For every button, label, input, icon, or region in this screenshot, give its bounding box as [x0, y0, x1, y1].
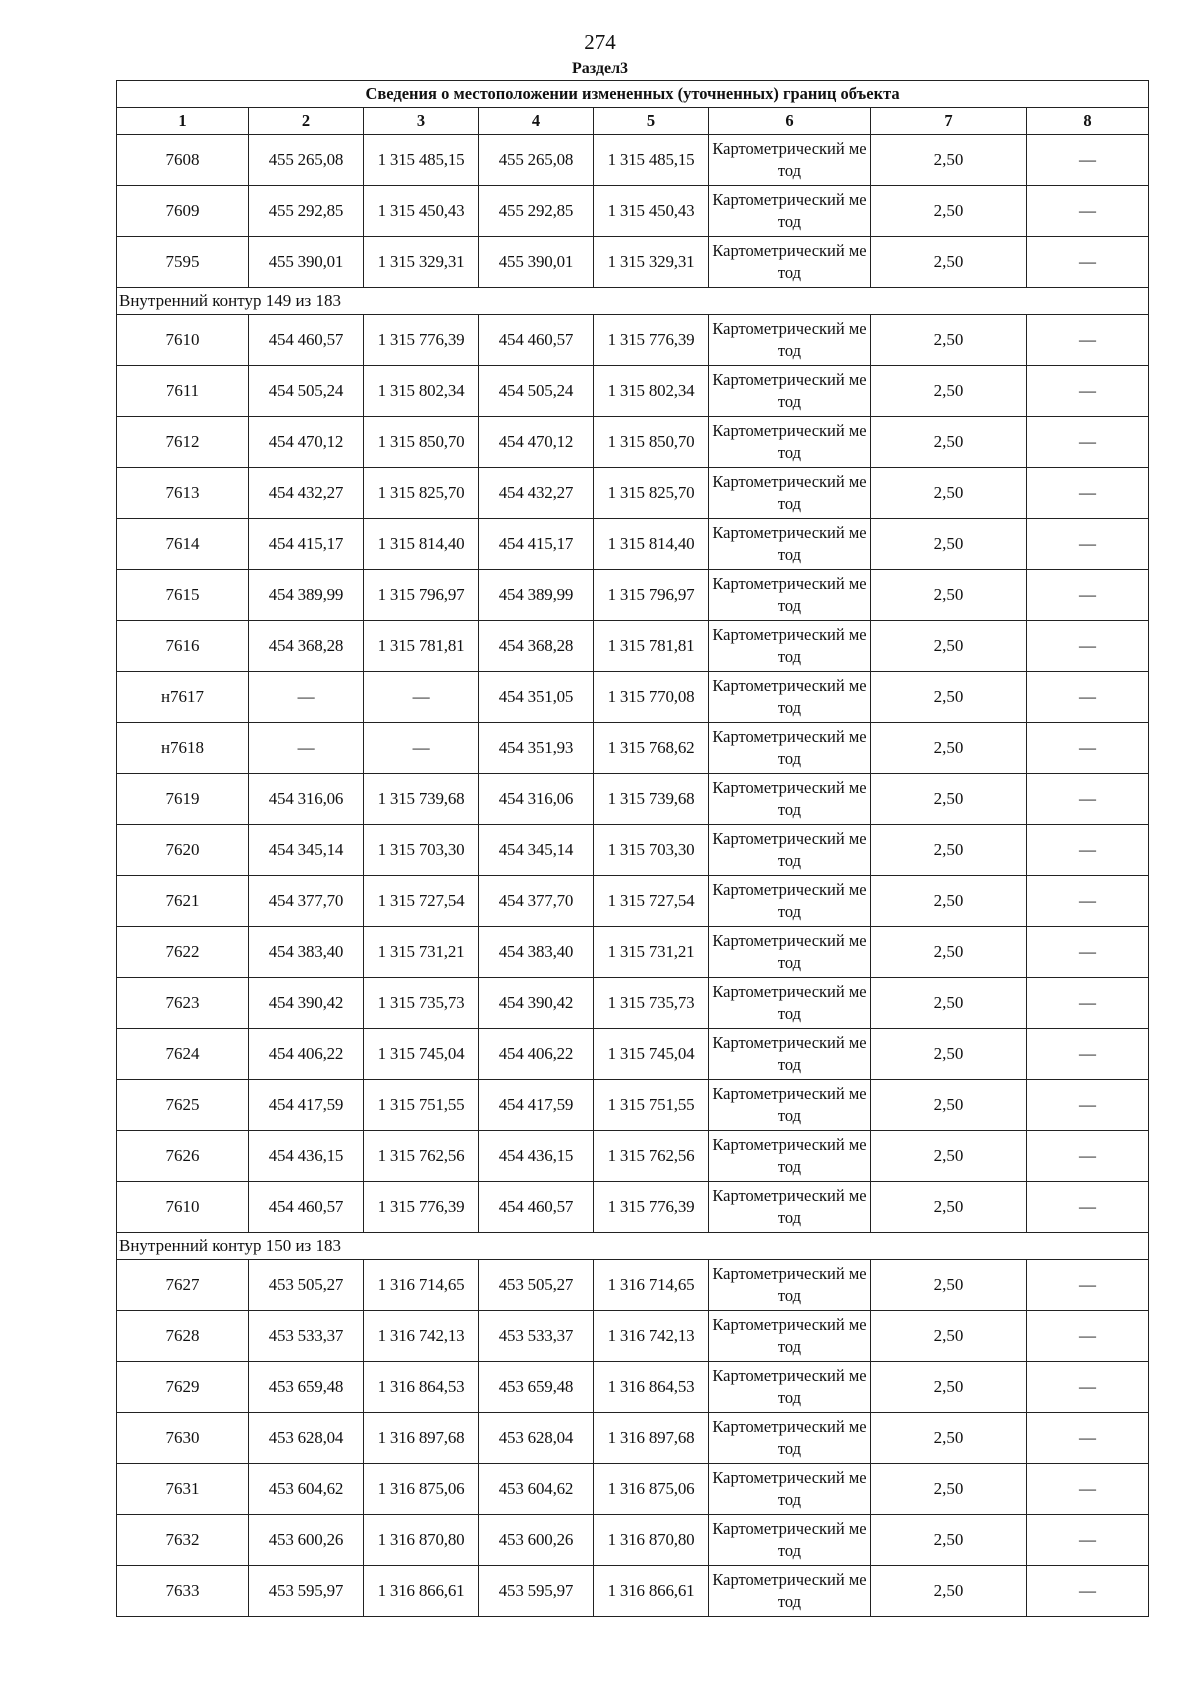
cell-method: Картометрический метод — [709, 927, 871, 978]
cell-x-existing: 454 436,15 — [249, 1131, 364, 1182]
cell-x-new: 454 351,93 — [479, 723, 594, 774]
cell-point-id: 7610 — [117, 1182, 249, 1233]
cell-method: Картометрический метод — [709, 672, 871, 723]
cell-y-existing: 1 315 781,81 — [364, 621, 479, 672]
cell-x-new: 454 390,42 — [479, 978, 594, 1029]
cell-x-existing: 454 460,57 — [249, 315, 364, 366]
cell-y-existing: 1 316 714,65 — [364, 1260, 479, 1311]
table-row — [117, 570, 1149, 621]
cell-y-existing: 1 315 814,40 — [364, 519, 479, 570]
cell-x-new: 454 432,27 — [479, 468, 594, 519]
cell-x-new: 454 351,05 — [479, 672, 594, 723]
table-row — [117, 621, 1149, 672]
table-row — [117, 315, 1149, 366]
table-row — [117, 723, 1149, 774]
cell-description: — — [1027, 1029, 1149, 1080]
cell-y-new: 1 315 485,15 — [594, 135, 709, 186]
cell-point-id: 7631 — [117, 1464, 249, 1515]
cell-y-new: 1 315 762,56 — [594, 1131, 709, 1182]
cell-accuracy: 2,50 — [871, 621, 1027, 672]
cell-accuracy: 2,50 — [871, 1131, 1027, 1182]
cell-x-new: 453 628,04 — [479, 1413, 594, 1464]
cell-y-existing: 1 316 866,61 — [364, 1566, 479, 1617]
cell-method: Картометрический метод — [709, 825, 871, 876]
cell-accuracy: 2,50 — [871, 1413, 1027, 1464]
table-row — [117, 774, 1149, 825]
cell-point-id: 7612 — [117, 417, 249, 468]
cell-x-new: 454 470,12 — [479, 417, 594, 468]
table-row — [117, 1311, 1149, 1362]
cell-x-new: 454 417,59 — [479, 1080, 594, 1131]
cell-accuracy: 2,50 — [871, 570, 1027, 621]
cell-accuracy: 2,50 — [871, 1260, 1027, 1311]
cell-x-new: 453 604,62 — [479, 1464, 594, 1515]
cell-y-existing: 1 315 703,30 — [364, 825, 479, 876]
cell-description: — — [1027, 621, 1149, 672]
cell-y-existing: 1 315 796,97 — [364, 570, 479, 621]
cell-method: Картометрический метод — [709, 468, 871, 519]
cell-y-existing: 1 316 870,80 — [364, 1515, 479, 1566]
cell-method: Картометрический метод — [709, 1029, 871, 1080]
cell-accuracy: 2,50 — [871, 417, 1027, 468]
table-row — [117, 1182, 1149, 1233]
cell-x-new: 454 460,57 — [479, 315, 594, 366]
cell-description: — — [1027, 468, 1149, 519]
cell-description: — — [1027, 825, 1149, 876]
contour-header-row — [117, 1233, 1149, 1260]
cell-method: Картометрический метод — [709, 366, 871, 417]
cell-x-existing: 454 417,59 — [249, 1080, 364, 1131]
cell-accuracy: 2,50 — [871, 1362, 1027, 1413]
cell-method: Картометрический метод — [709, 519, 871, 570]
table-row — [117, 876, 1149, 927]
cell-method: Картометрический метод — [709, 723, 871, 774]
cell-y-new: 1 315 329,31 — [594, 237, 709, 288]
table-row — [117, 237, 1149, 288]
cell-y-new: 1 315 731,21 — [594, 927, 709, 978]
cell-y-existing: 1 316 742,13 — [364, 1311, 479, 1362]
cell-method: Картометрический метод — [709, 570, 871, 621]
page-number: 274 — [584, 30, 616, 54]
table-row — [117, 519, 1149, 570]
cell-y-existing: 1 315 727,54 — [364, 876, 479, 927]
cell-accuracy: 2,50 — [871, 366, 1027, 417]
cell-x-existing: 454 406,22 — [249, 1029, 364, 1080]
cell-description: — — [1027, 366, 1149, 417]
cell-y-existing: 1 315 329,31 — [364, 237, 479, 288]
cell-accuracy: 2,50 — [871, 672, 1027, 723]
cell-y-new: 1 316 897,68 — [594, 1413, 709, 1464]
cell-description: — — [1027, 876, 1149, 927]
cell-point-id: 7629 — [117, 1362, 249, 1413]
cell-x-new: 454 377,70 — [479, 876, 594, 927]
cell-accuracy: 2,50 — [871, 519, 1027, 570]
cell-x-existing: 454 390,42 — [249, 978, 364, 1029]
table-row — [117, 1260, 1149, 1311]
cell-y-existing: 1 316 897,68 — [364, 1413, 479, 1464]
cell-method: Картометрический метод — [709, 315, 871, 366]
column-number-4: 4 — [479, 108, 594, 135]
cell-y-existing: 1 315 751,55 — [364, 1080, 479, 1131]
cell-accuracy: 2,50 — [871, 723, 1027, 774]
cell-y-new: 1 315 739,68 — [594, 774, 709, 825]
cell-y-new: 1 315 768,62 — [594, 723, 709, 774]
cell-x-existing: 453 659,48 — [249, 1362, 364, 1413]
cell-x-new: 453 659,48 — [479, 1362, 594, 1413]
cell-y-new: 1 315 450,43 — [594, 186, 709, 237]
cell-x-new: 454 436,15 — [479, 1131, 594, 1182]
cell-point-id: 7616 — [117, 621, 249, 672]
cell-accuracy: 2,50 — [871, 135, 1027, 186]
column-number-8: 8 — [1027, 108, 1149, 135]
cell-accuracy: 2,50 — [871, 1566, 1027, 1617]
cell-y-existing: 1 315 825,70 — [364, 468, 479, 519]
cell-method: Картометрический метод — [709, 621, 871, 672]
table-row — [117, 1131, 1149, 1182]
table-row — [117, 1413, 1149, 1464]
cell-point-id: 7608 — [117, 135, 249, 186]
cell-description: — — [1027, 723, 1149, 774]
cell-description: — — [1027, 927, 1149, 978]
cell-accuracy: 2,50 — [871, 1080, 1027, 1131]
cell-point-id: н7617 — [117, 672, 249, 723]
cell-x-existing: 454 389,99 — [249, 570, 364, 621]
contour-header-row — [117, 288, 1149, 315]
cell-method: Картометрический метод — [709, 1413, 871, 1464]
cell-description: — — [1027, 315, 1149, 366]
cell-description: — — [1027, 978, 1149, 1029]
cell-y-new: 1 315 825,70 — [594, 468, 709, 519]
column-number-1: 1 — [117, 108, 249, 135]
cell-y-existing: 1 315 450,43 — [364, 186, 479, 237]
cell-y-new: 1 316 864,53 — [594, 1362, 709, 1413]
cell-y-new: 1 316 742,13 — [594, 1311, 709, 1362]
column-number-7: 7 — [871, 108, 1027, 135]
cell-x-new: 454 368,28 — [479, 621, 594, 672]
cell-method: Картометрический метод — [709, 1260, 871, 1311]
cell-accuracy: 2,50 — [871, 1464, 1027, 1515]
cell-accuracy: 2,50 — [871, 927, 1027, 978]
cell-point-id: 7628 — [117, 1311, 249, 1362]
section-label: Раздел3 — [571, 60, 629, 77]
cell-y-new: 1 316 866,61 — [594, 1566, 709, 1617]
cell-description: — — [1027, 1413, 1149, 1464]
cell-y-new: 1 315 751,55 — [594, 1080, 709, 1131]
cell-x-new: 454 406,22 — [479, 1029, 594, 1080]
cell-x-existing: 454 415,17 — [249, 519, 364, 570]
table-row — [117, 825, 1149, 876]
cell-y-existing: 1 315 762,56 — [364, 1131, 479, 1182]
table-row — [117, 468, 1149, 519]
cell-y-existing: — — [364, 672, 479, 723]
table-row — [117, 1464, 1149, 1515]
cell-accuracy: 2,50 — [871, 876, 1027, 927]
cell-accuracy: 2,50 — [871, 315, 1027, 366]
cell-x-existing: 454 432,27 — [249, 468, 364, 519]
cell-x-existing: — — [249, 672, 364, 723]
cell-point-id: 7627 — [117, 1260, 249, 1311]
cell-description: — — [1027, 417, 1149, 468]
cell-y-new: 1 315 796,97 — [594, 570, 709, 621]
cell-method: Картометрический метод — [709, 135, 871, 186]
cell-x-existing: 455 390,01 — [249, 237, 364, 288]
cell-y-existing: 1 315 735,73 — [364, 978, 479, 1029]
cell-x-new: 455 292,85 — [479, 186, 594, 237]
cell-x-new: 454 316,06 — [479, 774, 594, 825]
cell-point-id: 7611 — [117, 366, 249, 417]
cell-x-existing: 454 383,40 — [249, 927, 364, 978]
cell-method: Картометрический метод — [709, 1080, 871, 1131]
cell-y-existing: 1 315 731,21 — [364, 927, 479, 978]
cell-x-new: 455 265,08 — [479, 135, 594, 186]
cell-x-new: 454 383,40 — [479, 927, 594, 978]
cell-x-existing: 454 470,12 — [249, 417, 364, 468]
cell-method: Картометрический метод — [709, 1131, 871, 1182]
cell-accuracy: 2,50 — [871, 468, 1027, 519]
cell-method: Картометрический метод — [709, 876, 871, 927]
cell-x-existing: 454 368,28 — [249, 621, 364, 672]
cell-x-new: 453 533,37 — [479, 1311, 594, 1362]
cell-y-new: 1 315 781,81 — [594, 621, 709, 672]
column-number-3: 3 — [364, 108, 479, 135]
coordinates-table — [116, 80, 1149, 1617]
cell-x-existing: 453 628,04 — [249, 1413, 364, 1464]
cell-point-id: 7609 — [117, 186, 249, 237]
column-number-row — [117, 108, 1149, 135]
cell-point-id: 7622 — [117, 927, 249, 978]
cell-method: Картометрический метод — [709, 1464, 871, 1515]
cell-accuracy: 2,50 — [871, 1182, 1027, 1233]
cell-description: — — [1027, 1131, 1149, 1182]
cell-description: — — [1027, 1464, 1149, 1515]
table-row — [117, 672, 1149, 723]
cell-accuracy: 2,50 — [871, 1029, 1027, 1080]
cell-y-existing: 1 315 802,34 — [364, 366, 479, 417]
cell-y-new: 1 316 714,65 — [594, 1260, 709, 1311]
cell-y-existing: 1 315 739,68 — [364, 774, 479, 825]
cell-point-id: 7615 — [117, 570, 249, 621]
cell-x-new: 454 415,17 — [479, 519, 594, 570]
cell-point-id: 7624 — [117, 1029, 249, 1080]
cell-y-existing: 1 316 864,53 — [364, 1362, 479, 1413]
table-row — [117, 1029, 1149, 1080]
cell-method: Картометрический метод — [709, 978, 871, 1029]
cell-point-id: 7632 — [117, 1515, 249, 1566]
cell-x-new: 453 600,26 — [479, 1515, 594, 1566]
column-number-2: 2 — [249, 108, 364, 135]
cell-y-existing: 1 315 776,39 — [364, 1182, 479, 1233]
cell-point-id: 7610 — [117, 315, 249, 366]
cell-description: — — [1027, 1311, 1149, 1362]
cell-x-new: 453 595,97 — [479, 1566, 594, 1617]
table-row — [117, 366, 1149, 417]
cell-accuracy: 2,50 — [871, 978, 1027, 1029]
cell-description: — — [1027, 1182, 1149, 1233]
table-row — [117, 186, 1149, 237]
cell-y-new: 1 316 870,80 — [594, 1515, 709, 1566]
table-row — [117, 978, 1149, 1029]
cell-method: Картометрический метод — [709, 1362, 871, 1413]
table-row — [117, 927, 1149, 978]
contour-label: Внутренний контур 149 из 183 — [117, 288, 1149, 315]
cell-method: Картометрический метод — [709, 1515, 871, 1566]
cell-x-existing: 454 316,06 — [249, 774, 364, 825]
cell-x-existing: 453 505,27 — [249, 1260, 364, 1311]
cell-accuracy: 2,50 — [871, 825, 1027, 876]
cell-x-existing: 455 292,85 — [249, 186, 364, 237]
table-row — [117, 417, 1149, 468]
cell-point-id: 7614 — [117, 519, 249, 570]
cell-description: — — [1027, 1362, 1149, 1413]
cell-point-id: 7619 — [117, 774, 249, 825]
cell-x-existing: 453 533,37 — [249, 1311, 364, 1362]
cell-x-existing: 454 505,24 — [249, 366, 364, 417]
cell-y-existing: 1 315 776,39 — [364, 315, 479, 366]
cell-y-new: 1 316 875,06 — [594, 1464, 709, 1515]
table-row — [117, 1515, 1149, 1566]
cell-y-existing: 1 316 875,06 — [364, 1464, 479, 1515]
cell-point-id: 7620 — [117, 825, 249, 876]
cell-method: Картометрический метод — [709, 417, 871, 468]
cell-x-new: 455 390,01 — [479, 237, 594, 288]
cell-description: — — [1027, 519, 1149, 570]
cell-point-id: н7618 — [117, 723, 249, 774]
cell-method: Картометрический метод — [709, 1182, 871, 1233]
cell-description: — — [1027, 135, 1149, 186]
table-row — [117, 1566, 1149, 1617]
cell-point-id: 7626 — [117, 1131, 249, 1182]
cell-x-existing: — — [249, 723, 364, 774]
cell-y-new: 1 315 703,30 — [594, 825, 709, 876]
cell-x-existing: 454 460,57 — [249, 1182, 364, 1233]
cell-description: — — [1027, 1260, 1149, 1311]
column-number-5: 5 — [594, 108, 709, 135]
cell-accuracy: 2,50 — [871, 1311, 1027, 1362]
contour-label: Внутренний контур 150 из 183 — [117, 1233, 1149, 1260]
cell-description: — — [1027, 186, 1149, 237]
cell-x-existing: 453 604,62 — [249, 1464, 364, 1515]
cell-y-new: 1 315 735,73 — [594, 978, 709, 1029]
table-title-row — [117, 81, 1149, 108]
cell-y-existing: 1 315 745,04 — [364, 1029, 479, 1080]
cell-description: — — [1027, 672, 1149, 723]
cell-description: — — [1027, 570, 1149, 621]
cell-point-id: 7633 — [117, 1566, 249, 1617]
cell-x-existing: 454 345,14 — [249, 825, 364, 876]
cell-point-id: 7613 — [117, 468, 249, 519]
cell-x-new: 454 389,99 — [479, 570, 594, 621]
cell-point-id: 7621 — [117, 876, 249, 927]
cell-accuracy: 2,50 — [871, 186, 1027, 237]
table-row — [117, 135, 1149, 186]
cell-point-id: 7595 — [117, 237, 249, 288]
cell-x-new: 454 345,14 — [479, 825, 594, 876]
table-body — [117, 135, 1149, 1617]
cell-point-id: 7625 — [117, 1080, 249, 1131]
cell-point-id: 7630 — [117, 1413, 249, 1464]
cell-y-new: 1 315 727,54 — [594, 876, 709, 927]
cell-x-existing: 455 265,08 — [249, 135, 364, 186]
table-row — [117, 1080, 1149, 1131]
cell-accuracy: 2,50 — [871, 237, 1027, 288]
cell-x-existing: 453 595,97 — [249, 1566, 364, 1617]
table-row — [117, 1362, 1149, 1413]
cell-x-new: 453 505,27 — [479, 1260, 594, 1311]
cell-method: Картометрический метод — [709, 186, 871, 237]
cell-y-existing: 1 315 485,15 — [364, 135, 479, 186]
cell-x-new: 454 460,57 — [479, 1182, 594, 1233]
cell-y-new: 1 315 745,04 — [594, 1029, 709, 1080]
cell-y-new: 1 315 850,70 — [594, 417, 709, 468]
cell-description: — — [1027, 1566, 1149, 1617]
cell-description: — — [1027, 774, 1149, 825]
cell-method: Картометрический метод — [709, 237, 871, 288]
cell-method: Картометрический метод — [709, 774, 871, 825]
table-title: Сведения о местоположении измененных (уточненных) границ объекта — [117, 81, 1149, 108]
cell-accuracy: 2,50 — [871, 774, 1027, 825]
cell-description: — — [1027, 237, 1149, 288]
cell-description: — — [1027, 1080, 1149, 1131]
cell-y-new: 1 315 770,08 — [594, 672, 709, 723]
cell-method: Картометрический метод — [709, 1311, 871, 1362]
cell-x-new: 454 505,24 — [479, 366, 594, 417]
cell-y-new: 1 315 776,39 — [594, 315, 709, 366]
cell-accuracy: 2,50 — [871, 1515, 1027, 1566]
cell-description: — — [1027, 1515, 1149, 1566]
cell-y-existing: 1 315 850,70 — [364, 417, 479, 468]
cell-y-existing: — — [364, 723, 479, 774]
cell-y-new: 1 315 802,34 — [594, 366, 709, 417]
cell-method: Картометрический метод — [709, 1566, 871, 1617]
cell-point-id: 7623 — [117, 978, 249, 1029]
cell-y-new: 1 315 814,40 — [594, 519, 709, 570]
cell-y-new: 1 315 776,39 — [594, 1182, 709, 1233]
column-number-6: 6 — [709, 108, 871, 135]
cell-x-existing: 454 377,70 — [249, 876, 364, 927]
cell-x-existing: 453 600,26 — [249, 1515, 364, 1566]
